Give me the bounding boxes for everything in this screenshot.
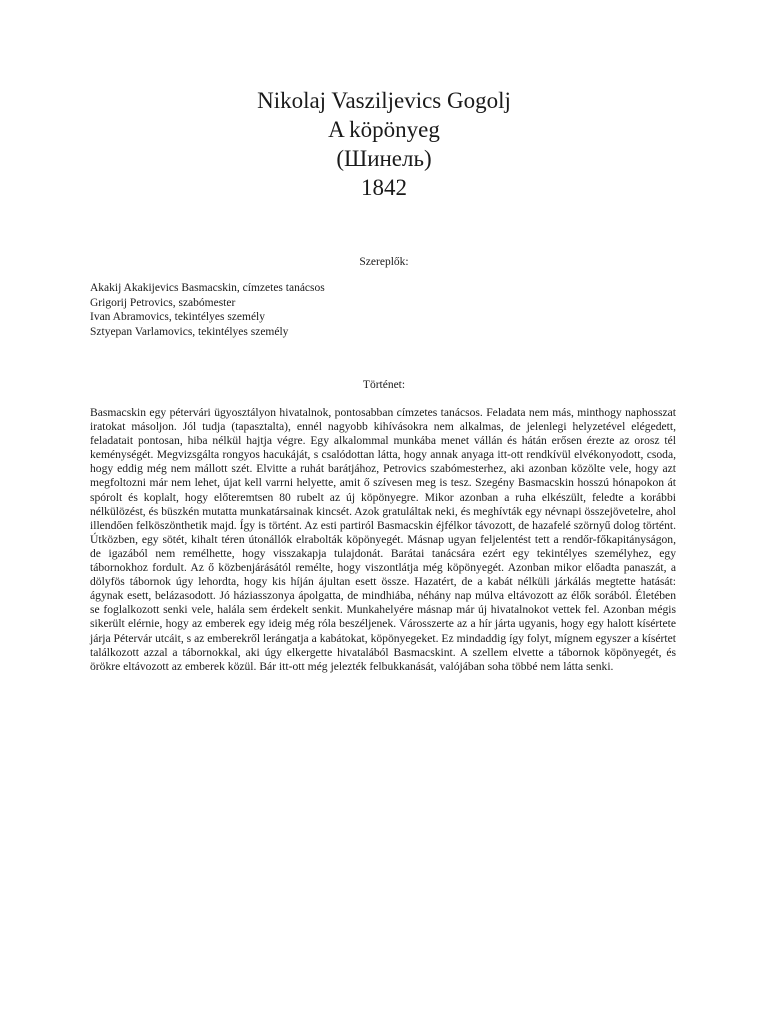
author-name: Nikolaj Vasziljevics Gogolj — [257, 88, 511, 113]
character-item: Ivan Abramovics, tekintélyes személy — [90, 311, 266, 323]
work-title: A köpönyeg — [328, 117, 440, 142]
character-item: Sztyepan Varlamovics, tekintélyes személy — [90, 325, 289, 338]
character-item: Grigorij Petrovics, szabómester — [90, 296, 236, 309]
character-item: Akakij Akakijevics Basmacskin, címzetes tanácsos — [90, 282, 325, 294]
characters-list — [90, 281, 690, 339]
story-paragraph: Basmacskin egy pétervári ügyosztályon hivatalnok, pontosabban címzetes tanácsos. Feladata nem más, minthogy naphosszat iratokat másoljon. Jól tudja (tapasztalta), ennél nagyobb kihívásokra nem alkalmas, de jelenlegi helyzetével elégedett, feladatait pontosan, hiba nélkül hajtja végre. Egy alkalommal munkába menet vállán és hátán erősen érezte az orosz tél keménységét. Megvizsgálta rongyos hacukáját, s csalódottan látta, hogy annak anyaga itt-ott rendkívül elvékonyodott, csoda, hogy eddig még nem mállott szét. Elvitte a ruhát barátjához, Petrovics szabómesterhez, aki azonban közölte vele, hogy azt megfoltozni már nem lehet, újat kell varrni helyette, amit ő szívesen meg is tesz. Szegény Basmacskin hosszú hónapokon át spórolt és koplalt, hogy előteremtsen 80 rubelt az új köpönyegre. Mikor azonban a ruha elkészült, feledte a korábbi nélkülözést, és büszkén mutatta munkatársainak kincsét. Azok gratuláltak neki, és meghívták egy névnapi összejövetelre, ahol illendően felköszönthetik majd. Így is történt. Az esti partiról Basmacskin éjfélkor távozott, de hazafelé szörnyű dolog történt. Útközben, egy sötét, kihalt téren útonállók elrabolták köpönyegét. Másnap ugyan feljelentést tett a rendőr-főkapitányságon, de igazából nem remélhette, hogy visszakapja tulajdonát. Barátai tanácsára ezért egy tekintélyes személyhez, egy tábornokhoz fordult. Az ő közbenjárásától remélte, hogy viszontlátja még köpönyegét. Azonban mikor előadta panaszát, a dölyfös tábornok úgy lehordta, hogy kis híján ájultan esett össze. Hazatért, de a kabát nélküli járkálás megtette hatását: ágynak esett, belázasodott. Jó háziasszonya ápolgatta, de mindhiába, néhány nap múlva eltávozott az élők sorából. Életében se foglalkozott senki vele, halála sem érdekelt senkit. Munkahelyére másnap már új hivatalnokot vettek fel. Azonban mégis sikerült elérnie, hogy az emberek egy ideig még róla beszéljenek. Városszerte az a hír járta ugyanis, hogy egy halott kísértete járja Pétervár utcáit, s az emberekről lerángatja a kabátokat, köpönyegeket. Ez mindaddig így folyt, mígnem egyszer a kísértet találkozott azzal a tábornokkal, aki úgy elkergette hivatalából Basmacskint. A szellem elvette a tábornok köpönyegét, és örökre eltávozott az emberek közül. Bár itt-ott még jelezték felbukkanását, valójában soha többé nem látta senki. — [90, 406, 676, 673]
characters-heading: Szereplők: — [359, 256, 409, 268]
publication-year: 1842 — [361, 175, 407, 200]
original-title: (Шинель) — [336, 146, 432, 171]
title-block — [0, 86, 768, 202]
story-heading: Történet: — [362, 379, 406, 391]
